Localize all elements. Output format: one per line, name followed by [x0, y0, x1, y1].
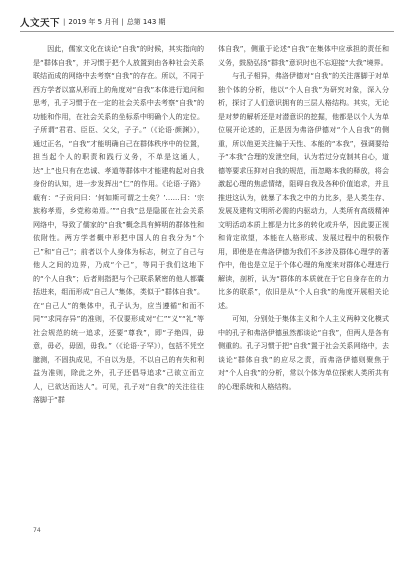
- issue-date: 2019 年 5 月刊: [68, 18, 119, 26]
- issue-total: 总第 143 期: [126, 18, 166, 26]
- body-paragraph: 因此，儒家文化在谈论“自我”的时候，其实指向的是“群体自我”，并习惯于把个人放置到由各种社会关系联结而成的网络中去考察“自我”的存在。所以，不同于西方学者以富从形而上的角度对“自我”本体进行追问和思考，孔子习惯于在一定的社会关系中去考察“自我”的功能和作用，在社会关系的坐标系中明确个人的定位。子所谓“君君、臣臣、父父，子子。”（《论语·颜渊》），通过正名，“自我”才能明确自己在群体秩序中的位置，担当起个人的职责和践行义务，不单是这通人，达“上”也只有在忠诚、孝道等群体中才能建构起对自我身份的认知，进一步发挥出“仁”的作用。《论语·子路》载有：“子贡问曰：‘何如斯可谓之士矣？’……曰：‘宗族称孝焉，乡党称弟焉。’”“自我”总是隐匿在社会关系网络中，导致了儒家的“自我”概念具有鲜明的群体性和依附性。两方学者概中形把中国人的自我分为“个己”和“自己”；前者以个人身体为标志，树立了自己与他人之间的边界，乃成“个己”，等同于我们这地下的“个人自我”；后者则指把与个己联系紧密的他人都囊括进来，组而形成“自己人”集体，类似于“群体自我”。在“自己人”的集体中，孔子认为，应当遵循“和而不同”“求同存异”的准则，不仅要形成对“仁”“义”“礼”等社会规范的统一追求，还要“尊我”，即“子绝四，毋意，毋必，毋固，毋我。”（《论语·子罕》），包括不凭空臆测，不固执成见，不自以为是，不以自己的有失和利益为准则，除此之外，孔子还倡导追求“己欲立而立人，已欲达而达人”。可见，孔子对“自我”的关注往往落脚于“群: [33, 44, 204, 404]
- running-header: [20, 15, 166, 29]
- page-number: 74: [33, 527, 41, 534]
- header-separator: |: [121, 18, 124, 26]
- body-paragraph: 体自我”，侧重于论述“自我”在集体中应承担的责任和义务，鼓励弘扬“群我”意识时也不忘迎接“大我”境界。: [218, 44, 389, 67]
- body-paragraph: 可知，分别处于集体主义和个人主义两种文化模式中的孔子和弗洛伊德虽然都谈论“自我”，但两人是各有侧重的。孔子习惯于把“自我”置于社会关系网络中，去谈论“群体自我”的应尽之责，而弗洛伊德则聚焦于对“个人自我”的分析，常以个体为单位探索人类所共有的心理系统和人格结构。: [218, 314, 389, 391]
- left-column: [33, 42, 204, 407]
- journal-name: 人文天下: [20, 18, 61, 29]
- right-column: [218, 42, 389, 393]
- body-paragraph: 与孔子相异，弗洛伊德对“自我”的关注落脚于对单独个体的分析，他以“个人自我”为研究对象，深入分析，探讨了人们意识拥有的三层人格结构。其实，无论是对梦的解析还是对潜意识的挖掘，他都是以个人为单位展开论述的，正是因为弗洛伊德对“个人自我”的侧重，所以他更关注偏于天性、本能的“本我”，强调要给予“本我”合理的发泄空间，认为若过分克制其自心，道德等要求压抑对自我的规范，而忽略本我的释放，将会激起心理的焦虑情绪，阻碍自我及各种价值追求，并且推进这认为，就暴了本我之中的力比多，是人类生存、发展及建构文明所必需的内驱动力，人类所有高级精神文明活动本质上都是力比多的转化或升华，因此要正视和肯定欲望，本能在人格形成、发展过程中的积极作用，即使是在弗洛伊德为我们不多涉及群体心理学的著作中，他也是立足于个体心理的角度来对群体心理进行解读，剖析，认为“群体的本质就在于它自身存在的力比多的联系”，依旧是从“个人自我”的角度开展相关论述。: [218, 71, 389, 310]
- header-separator: |: [63, 18, 66, 26]
- header-rule: [20, 31, 394, 32]
